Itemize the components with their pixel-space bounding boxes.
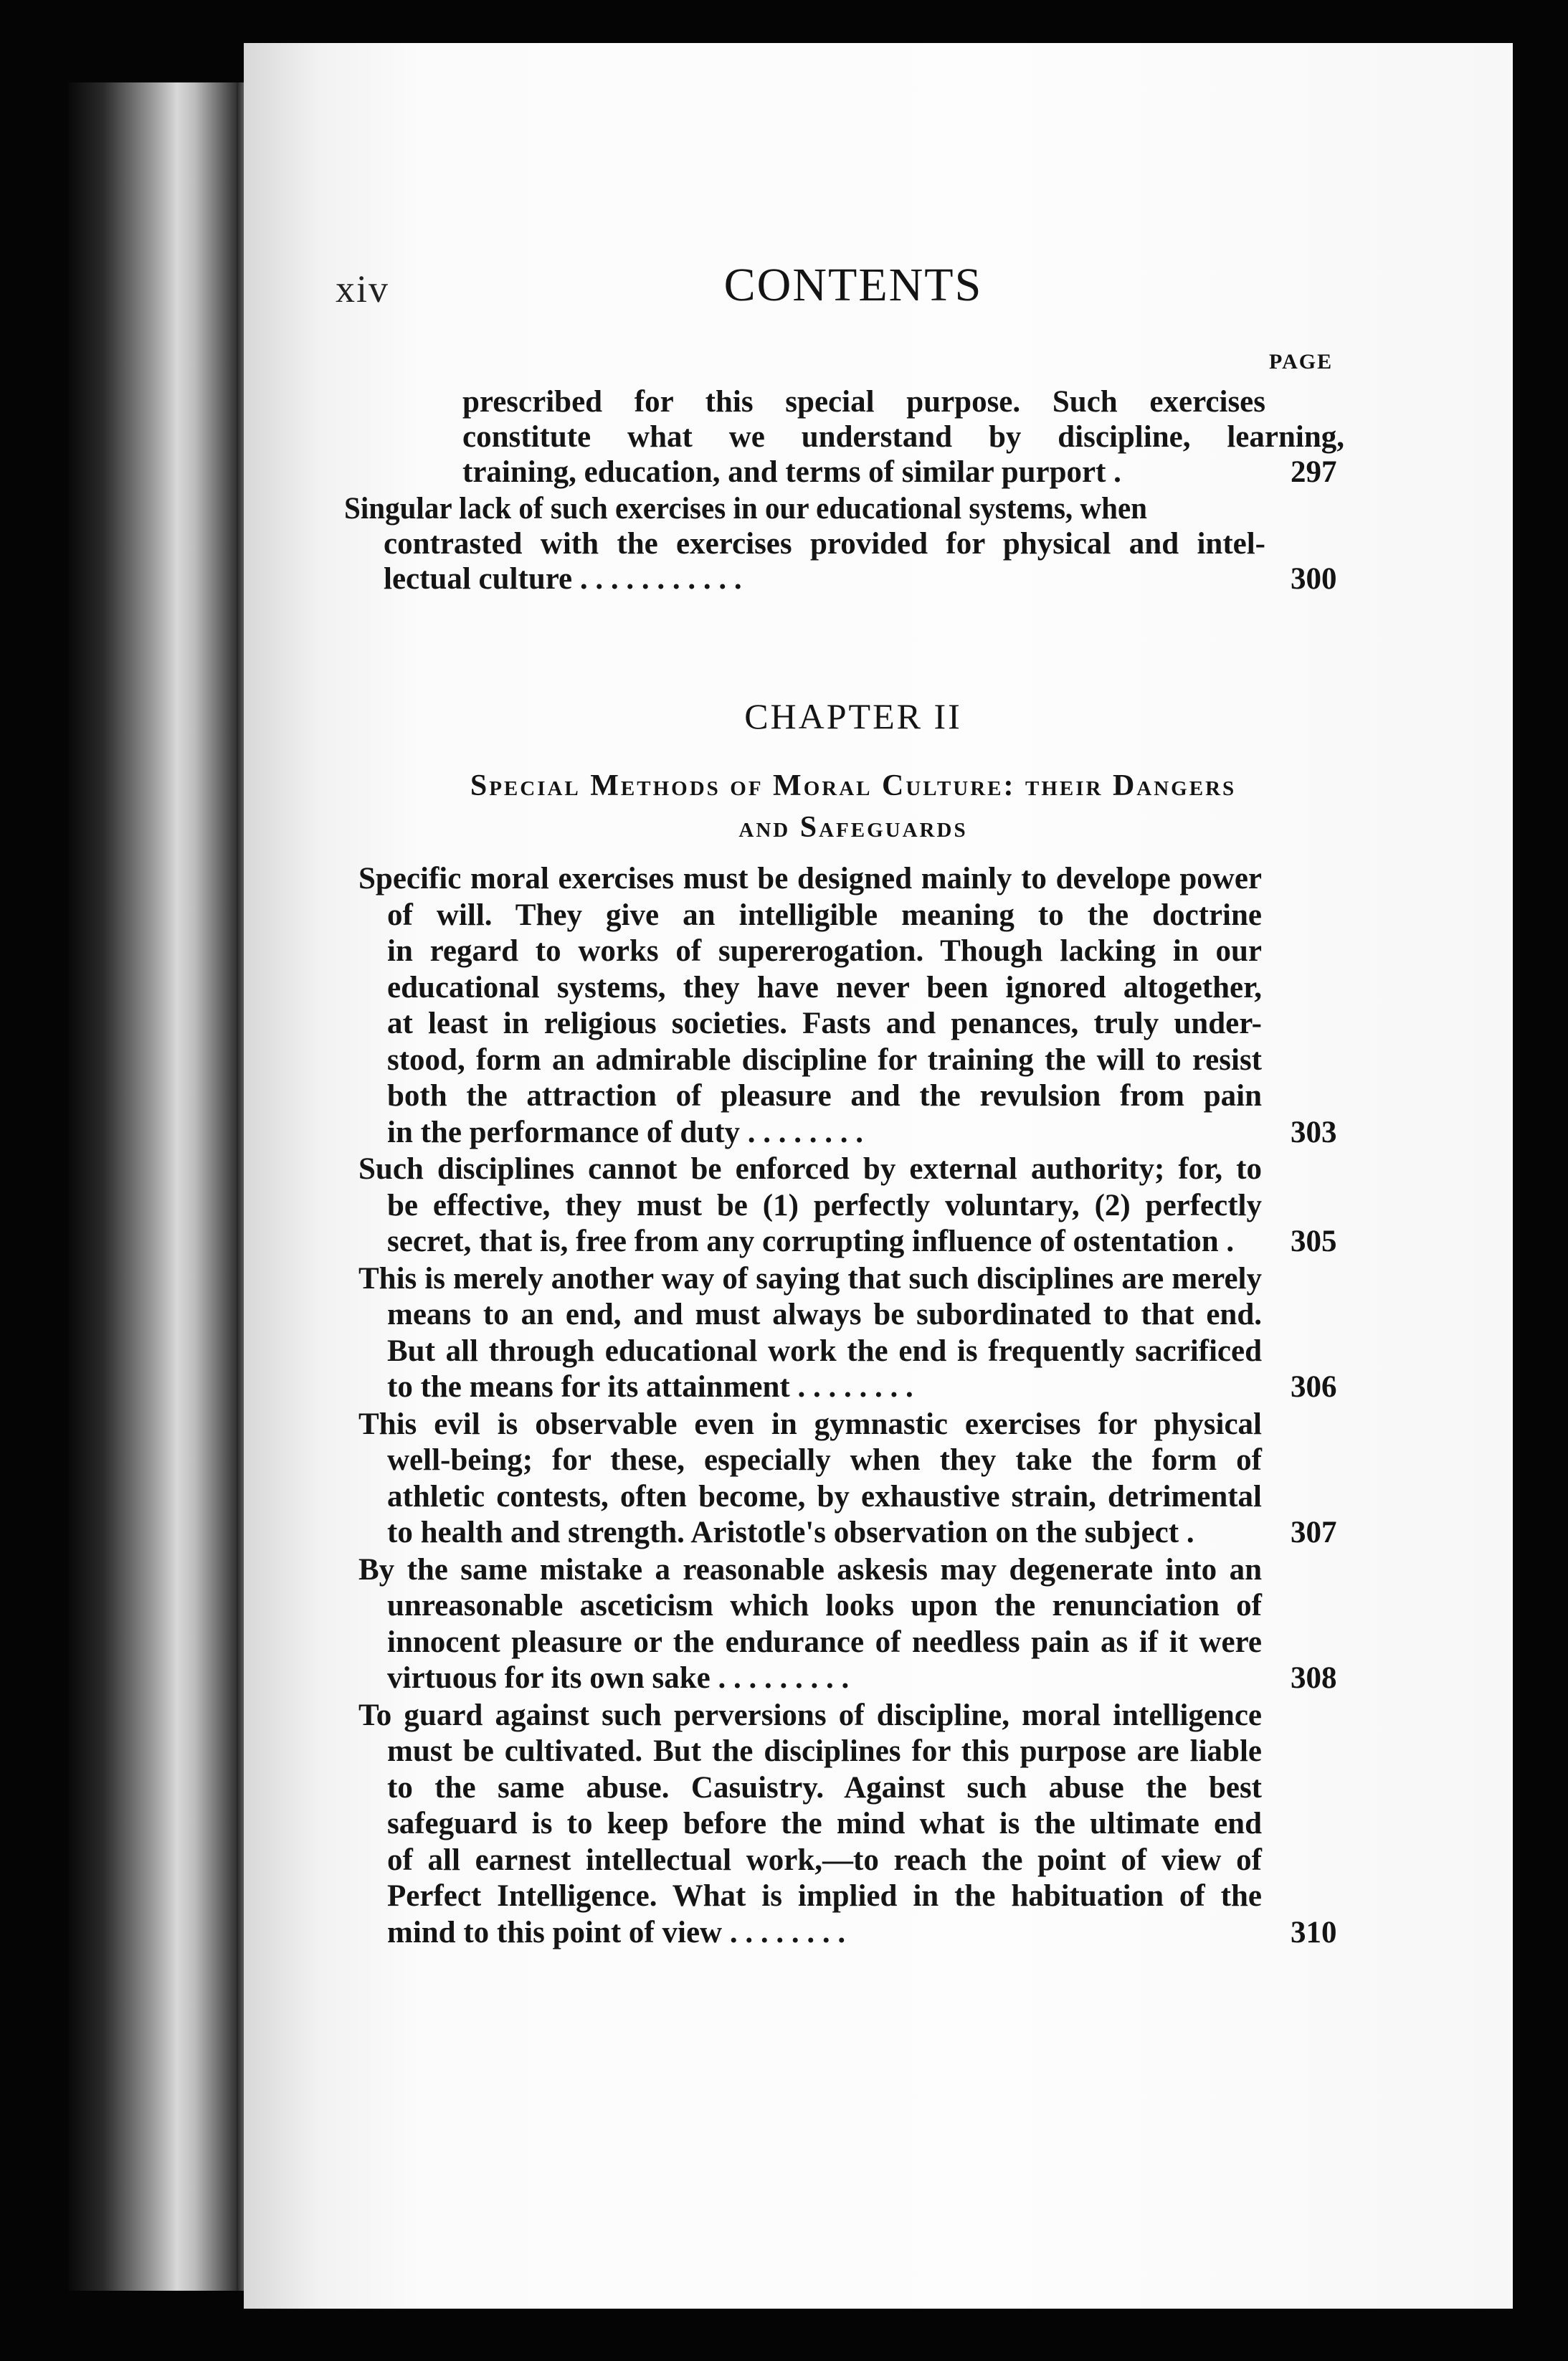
toc-page-number: 303 — [1291, 1115, 1337, 1149]
toc-entry-line: both the attraction of pleasure and the revulsion from pain — [387, 1079, 1262, 1113]
toc-entry-line: be effective, they must be (1) perfectly voluntary, (2) perfectly — [387, 1188, 1262, 1222]
toc-entry-line: Specific moral exercises must be designed mainly to develope power — [358, 862, 1262, 896]
folio-number: xiv — [336, 267, 390, 310]
toc-page-number: 306 — [1291, 1370, 1337, 1404]
toc-entry-line: Perfect Intelligence. What is implied in the habituation of the — [387, 1879, 1262, 1913]
toc-entry-line: in the performance of duty . . . . . . . . — [387, 1115, 864, 1149]
toc-entry-line: well-being; for these, especially when they take the form of — [387, 1443, 1262, 1477]
toc-page-number: 297 — [1291, 455, 1337, 489]
toc-entry-line: prescribed for this special purpose. Such exercises — [462, 385, 1265, 419]
toc-page-number: 310 — [1291, 1915, 1337, 1949]
toc-entry-line: This evil is observable even in gymnastic exercises for physical — [358, 1407, 1262, 1441]
toc-page-number: 307 — [1291, 1516, 1337, 1549]
toc-page-number: 300 — [1291, 562, 1337, 596]
toc-entry-line: unreasonable asceticism which looks upon the renunciation of — [387, 1589, 1262, 1623]
chapter-heading: CHAPTER II — [744, 696, 962, 736]
book-page — [244, 43, 1513, 2309]
toc-entry-line: of all earnest intellectual work,—to reach the point of view of — [387, 1843, 1262, 1877]
chapter-subtitle-line-1: Special Methods of Moral Culture: their Dangers — [470, 769, 1237, 802]
toc-entry-line: innocent pleasure or the endurance of needless pain as if it were — [387, 1625, 1262, 1659]
toc-entry-line: athletic contests, often become, by exhaustive strain, detrimental — [387, 1479, 1262, 1514]
toc-entry-line: But all through educational work the end is frequently sacrificed — [387, 1334, 1262, 1368]
toc-entry-line: stood, form an admirable discipline for training the will to resist — [387, 1042, 1262, 1077]
toc-entry-line: constitute what we understand by discipline, learning, — [462, 420, 1344, 454]
toc-page-number: 308 — [1291, 1661, 1337, 1695]
toc-entry-line: to the same abuse. Casuistry. Against such abuse the best — [387, 1770, 1262, 1805]
toc-entry-line: to the means for its attainment . . . . . . . . — [387, 1370, 913, 1404]
toc-entry-line: contrasted with the exercises provided for physical and intel- — [384, 527, 1265, 561]
toc-entry-line: Singular lack of such exercises in our educational systems, when — [344, 492, 1147, 526]
toc-entry-line: educational systems, they have never been ignored altogether, — [387, 970, 1262, 1004]
chapter-subtitle-line-2: and Safeguards — [738, 811, 968, 844]
running-title: CONTENTS — [723, 259, 983, 311]
toc-entry-line: means to an end, and must always be subordinated to that end. — [387, 1298, 1262, 1331]
toc-page-number: 305 — [1291, 1225, 1337, 1258]
book-spine-shadow — [68, 82, 244, 2291]
toc-entry-line: This is merely another way of saying that such disciplines are merely — [358, 1261, 1262, 1296]
toc-entry-line: virtuous for its own sake . . . . . . . . . — [387, 1661, 850, 1695]
toc-entry-line: To guard against such perversions of discipline, moral intelligence — [358, 1698, 1262, 1732]
toc-entry-line: training, education, and terms of similar purport . — [462, 455, 1121, 489]
toc-entry-line: secret, that is, free from any corrupting influence of ostentation . — [387, 1225, 1235, 1258]
toc-entry-line: in regard to works of supererogation. Though lacking in our — [387, 934, 1262, 968]
toc-entry-line: Such disciplines cannot be enforced by external authority; for, to — [358, 1152, 1262, 1186]
toc-entry-line: at least in religious societies. Fasts and penances, truly under- — [387, 1007, 1262, 1040]
page-column-label: PAGE — [1269, 350, 1334, 374]
toc-entry-line: mind to this point of view . . . . . . . . — [387, 1915, 846, 1949]
toc-entry-line: lectual culture . . . . . . . . . . . — [384, 562, 742, 596]
toc-entry-line: must be cultivated. But the disciplines for this purpose are liable — [387, 1734, 1262, 1768]
toc-entry-line: to health and strength. Aristotle's observation on the subject . — [387, 1516, 1194, 1549]
toc-entry-line: safeguard is to keep before the mind what is the ultimate end — [387, 1807, 1262, 1840]
toc-entry-line: of will. They give an intelligible meaning to the doctrine — [387, 898, 1262, 932]
toc-entry-line: By the same mistake a reasonable askesis may degenerate into an — [358, 1552, 1262, 1587]
